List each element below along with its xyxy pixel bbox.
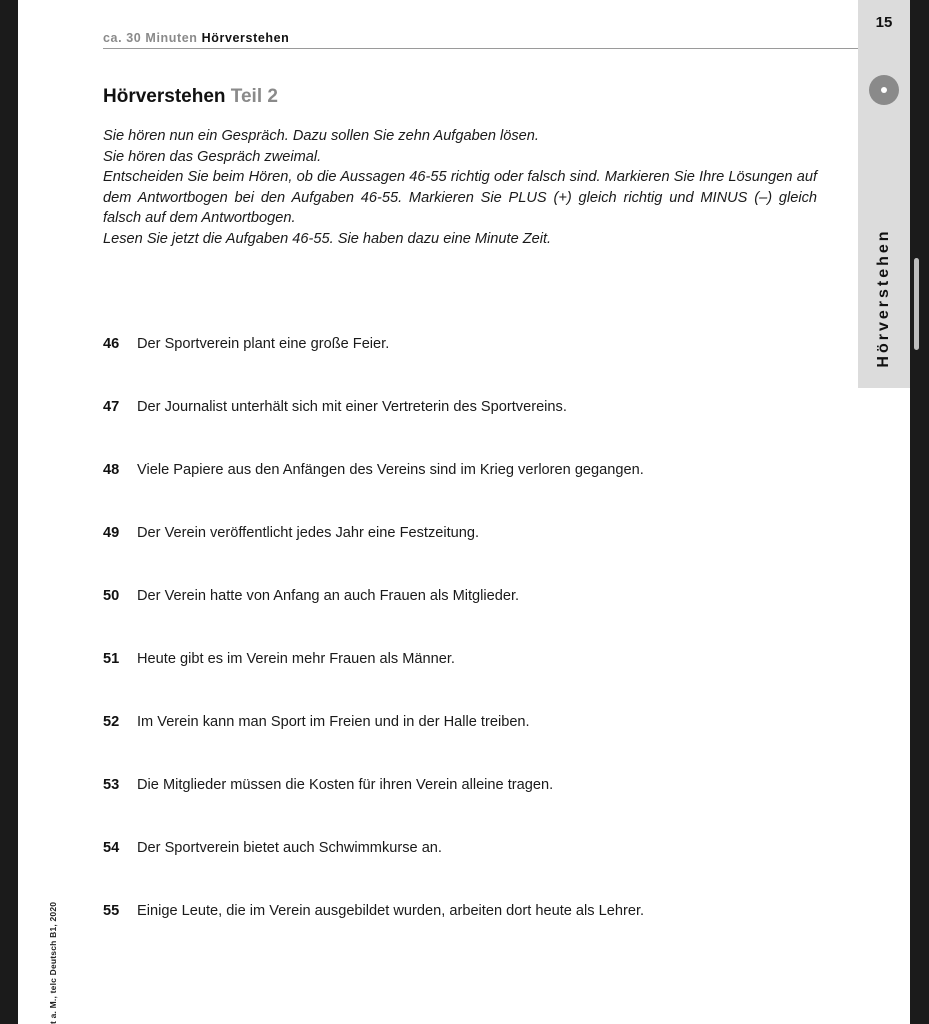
instruction-line: Sie hören das Gespräch zweimal.: [103, 148, 322, 165]
question-text: Der Sportverein plant eine große Feier.: [137, 336, 390, 352]
question-number: 47: [103, 399, 120, 415]
question-number: 49: [103, 525, 120, 541]
instruction-line: Entscheiden Sie beim Hören, ob die Aussagen 46-55 richtig oder falsch sind. Markieren Sie Ihre Lösungen auf dem Antwortbogen bei den Aufgaben 46-55. Markieren Sie PLUS (+) gleich richtig und MINUS (–) gleich falsch auf dem Antwortbogen.: [103, 169, 817, 227]
question-item: [103, 462, 843, 525]
audio-cd-icon: [869, 75, 899, 105]
question-item: [103, 714, 843, 777]
question-number: 51: [103, 651, 120, 667]
document-page: [18, 0, 910, 1024]
question-item: [103, 525, 843, 588]
instruction-line: Sie hören nun ein Gespräch. Dazu sollen Sie zehn Aufgaben lösen.: [103, 128, 539, 144]
question-item: [103, 336, 843, 399]
question-number: 55: [103, 903, 120, 919]
title-part: Teil 2: [230, 86, 278, 107]
question-item: [103, 588, 843, 651]
question-item: [103, 399, 843, 462]
running-header: [103, 31, 289, 45]
question-item: [103, 651, 843, 714]
question-list: [103, 336, 843, 966]
question-text: Die Mitglieder müssen die Kosten für ihren Verein alleine tragen.: [137, 777, 554, 793]
question-number: 46: [103, 336, 120, 352]
question-text: Einige Leute, die im Verein ausgebildet wurden, arbeiten dort heute als Lehrer.: [137, 903, 645, 919]
question-text: Der Verein hatte von Anfang an auch Frauen als Mitglieder.: [137, 588, 520, 604]
side-tab-label: Hörverstehen: [875, 228, 892, 368]
question-number: 52: [103, 714, 120, 730]
question-number: 50: [103, 588, 120, 604]
page-title: [103, 86, 278, 108]
question-number: 53: [103, 777, 120, 793]
question-item: [103, 903, 843, 966]
scrollbar-thumb[interactable]: [914, 258, 919, 350]
question-item: [103, 777, 843, 840]
header-section: Hörverstehen: [201, 31, 290, 45]
copyright-note: t a. M., telc Deutsch B1, 2020: [48, 901, 58, 1024]
page-number: 15: [875, 14, 893, 31]
instruction-line: Lesen Sie jetzt die Aufgaben 46-55. Sie haben dazu eine Minute Zeit.: [103, 230, 552, 247]
question-number: 54: [103, 840, 120, 856]
title-main: Hörverstehen: [103, 86, 226, 107]
instructions: [103, 126, 817, 250]
question-item: [103, 840, 843, 903]
question-text: Im Verein kann man Sport im Freien und in der Halle treiben.: [137, 714, 530, 730]
question-text: Der Verein veröffentlicht jedes Jahr eine Festzeitung.: [137, 525, 480, 541]
question-number: 48: [103, 462, 120, 478]
header-time: ca. 30 Minuten: [103, 31, 198, 45]
question-text: Der Sportverein bietet auch Schwimmkurse an.: [137, 840, 442, 856]
question-text: Viele Papiere aus den Anfängen des Vereins sind im Krieg verloren gegangen.: [137, 462, 644, 478]
question-text: Heute gibt es im Verein mehr Frauen als Männer.: [137, 651, 455, 667]
header-divider: [103, 48, 858, 49]
question-text: Der Journalist unterhält sich mit einer Vertreterin des Sportvereins.: [137, 399, 567, 415]
